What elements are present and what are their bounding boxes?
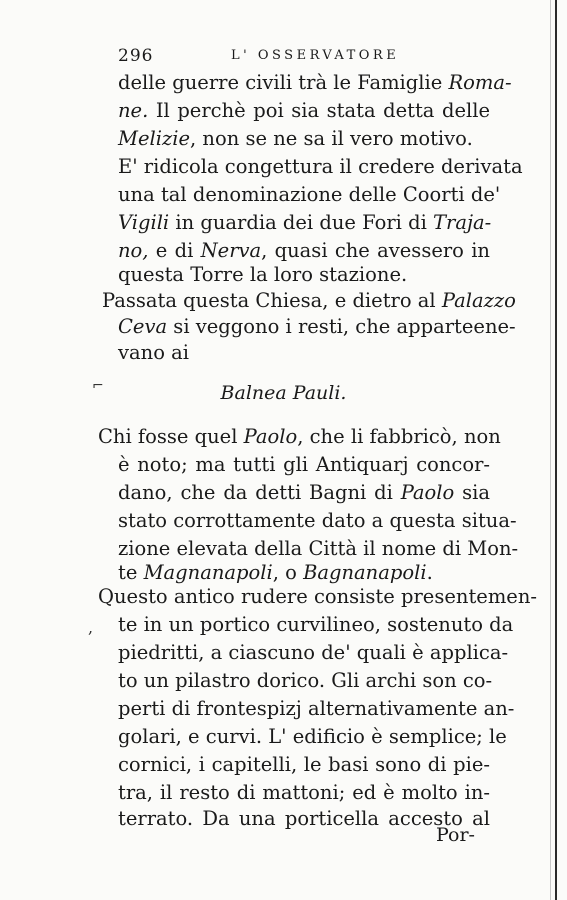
text-line: to un pilastro dorico. Gli archi son co- — [118, 669, 493, 692]
text-line: piedritti, a ciascuno de' quali è applica- — [118, 641, 509, 664]
text-line: Passata questa Chiesa, e dietro al Palazzo — [102, 289, 516, 312]
text-line: te Magnanapoli, o Bagnanapoli. — [118, 561, 433, 584]
ink-mark: , — [88, 618, 94, 637]
text-line: perti di frontespizj alternativamente an- — [118, 697, 515, 720]
text-line: stato corrottamente dato a questa situa- — [118, 509, 517, 532]
text-line: E' ridicola congettura il credere derivata — [118, 155, 523, 178]
running-title: L' OSSERVATORE — [231, 48, 400, 63]
running-header — [118, 46, 488, 68]
text-line: Melizie, non se ne sa il vero motivo. — [118, 127, 473, 150]
text-line: Questo antico rudere consiste presentemen- — [98, 585, 537, 608]
text-line: no, e di Nerva, quasi che avessero in — [118, 239, 490, 262]
text-line: zione elevata della Città il nome di Mon- — [118, 537, 519, 560]
text-line: terrato. Da una porticella accesto al — [118, 807, 490, 830]
page-edge-shadow — [550, 0, 551, 900]
text-line: ne. Il perchè poi sia stata detta delle — [118, 99, 490, 122]
text-line: una tal denominazione delle Coorti de' — [118, 183, 501, 206]
section-heading: Balnea Pauli. — [220, 382, 347, 404]
text-line: golari, e curvi. L' edificio è semplice; le — [118, 725, 507, 748]
text-line: Chi fosse quel Paolo, che li fabbricò, non — [98, 425, 501, 448]
text-line: cornici, i capitelli, le basi sono di pie- — [118, 753, 490, 776]
text-line: è noto; ma tutti gli Antiquarj concor- — [118, 453, 490, 476]
text-line: dano, che da detti Bagni di Paolo sia — [118, 481, 490, 504]
catchword: Por- — [436, 824, 475, 846]
text-line: delle guerre civili trà le Famiglie Roma- — [118, 71, 512, 94]
text-line: te in un portico curvilineo, sostenuto da — [118, 613, 514, 636]
ink-mark: ⌐ — [92, 378, 104, 394]
text-line: Ceva si veggono i resti, che apparteene- — [118, 315, 516, 338]
text-line: Vigili in guardia dei due Fori di Traja- — [118, 211, 492, 234]
page-edge-line — [555, 0, 557, 900]
text-line: questa Torre la loro stazione. — [118, 263, 408, 286]
text-line: tra, il resto di mattoni; ed è molto in- — [118, 781, 490, 804]
page-number: 296 — [118, 46, 154, 66]
text-line: vano ai — [118, 341, 190, 364]
